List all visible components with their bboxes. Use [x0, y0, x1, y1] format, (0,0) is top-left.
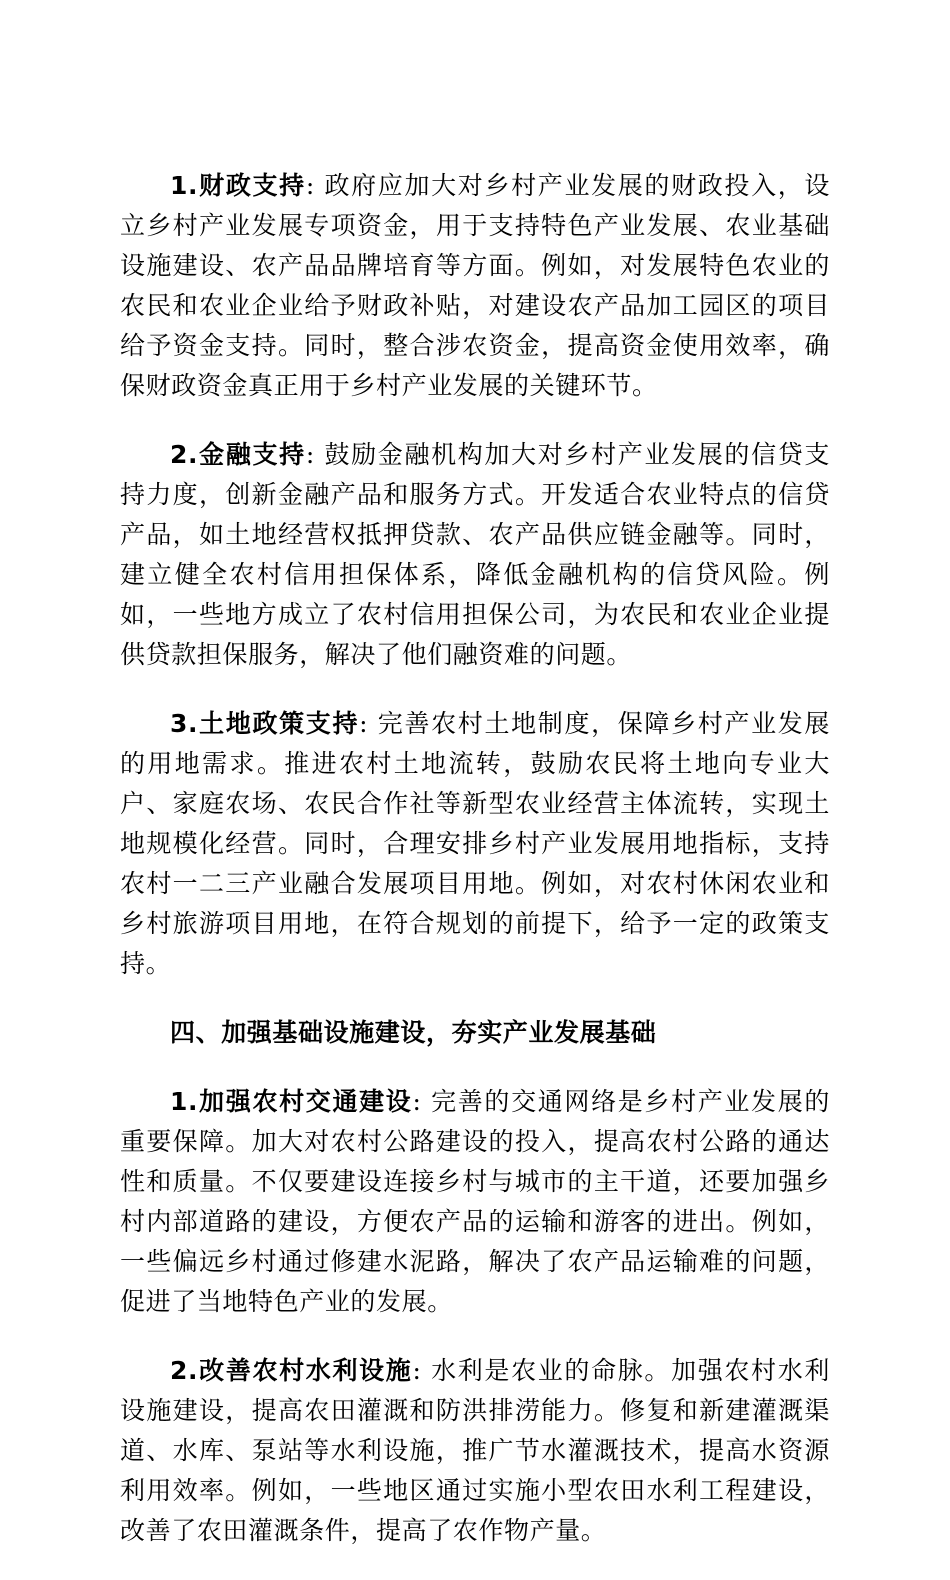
paragraph-lead: 2.金融支持 — [170, 440, 306, 469]
paragraph-body: 政府应加大对乡村产业发展的财政投入，设立乡村产业发展专项资金，用于支持特色产业发展、农业基础设施建设、农产品品牌培育等方面。例如，对发展特色农业的农民和农业企业给予财政补贴，对建设农产品加工园区的项目给予资金支持。同时，整合涉农资金，提高资金使用效率，确保财政资金真正用于乡村产业发展的关键环节。 — [120, 171, 831, 400]
paragraph-body: 完善的交通网络是乡村产业发展的重要保障。加大对农村公路建设的投入，提高农村公路的通达性和质量。不仅要建设连接乡村与城市的主干道，还要加强乡村内部道路的建设，方便农产品的运输和游客的进出。例如，一些偏远乡村通过修建水泥路，解决了农产品运输难的问题，促进了当地特色产业的发展。 — [120, 1087, 830, 1316]
section-heading: 四、加强基础设施建设，夯实产业发展基础 — [170, 1018, 657, 1047]
paragraph-separator: : — [305, 440, 315, 469]
paragraph-rural-transport — [120, 1082, 830, 1322]
paragraph-land-policy-support — [120, 704, 830, 984]
paragraph-body: 鼓励金融机构加大对乡村产业发展的信贷支持力度，创新金融产品和服务方式。开发适合农业特点的信贷产品，如土地经营权抵押贷款、农产品供应链金融等。同时，建立健全农村信用担保体系，降低金融机构的信贷风险。例如，一些地方成立了农村信用担保公司，为农民和农业企业提供贷款担保服务，解决了他们融资难的问题。 — [120, 440, 831, 669]
paragraph-finance-support — [120, 435, 830, 675]
paragraph-financial-support — [120, 166, 830, 406]
paragraph-lead: 1.加强农村交通建设 — [170, 1087, 413, 1116]
paragraph-body: 完善农村土地制度，保障乡村产业发展的用地需求。推进农村土地流转，鼓励农民将土地向专业大户、家庭农场、农民合作社等新型农业经营主体流转，实现土地规模化经营。同时，合理安排乡村产业发展用地指标，支持农村一二三产业融合发展项目用地。例如，对农村休闲农业和乡村旅游项目用地，在符合规划的前提下，给予一定的政策支持。 — [120, 709, 831, 978]
paragraph-water-conservancy — [120, 1351, 830, 1551]
paragraph-lead: 2.改善农村水利设施 — [170, 1356, 413, 1385]
paragraph-separator: : — [305, 171, 315, 200]
paragraph-body: 水利是农业的命脉。加强农村水利设施建设，提高农田灌溉和防洪排涝能力。修复和新建灌溉渠道、水库、泵站等水利设施，推广节水灌溉技术，提高水资源利用效率。例如，一些地区通过实施小型农田水利工程建设，改善了农田灌溉条件，提高了农作物产量。 — [120, 1356, 830, 1545]
paragraph-lead: 3.土地政策支持 — [170, 709, 360, 738]
paragraph-separator: : — [359, 709, 369, 738]
paragraph-separator: : — [412, 1356, 422, 1385]
paragraph-lead: 1.财政支持 — [170, 171, 306, 200]
paragraph-separator: : — [412, 1087, 422, 1116]
document-page — [120, 166, 830, 1580]
